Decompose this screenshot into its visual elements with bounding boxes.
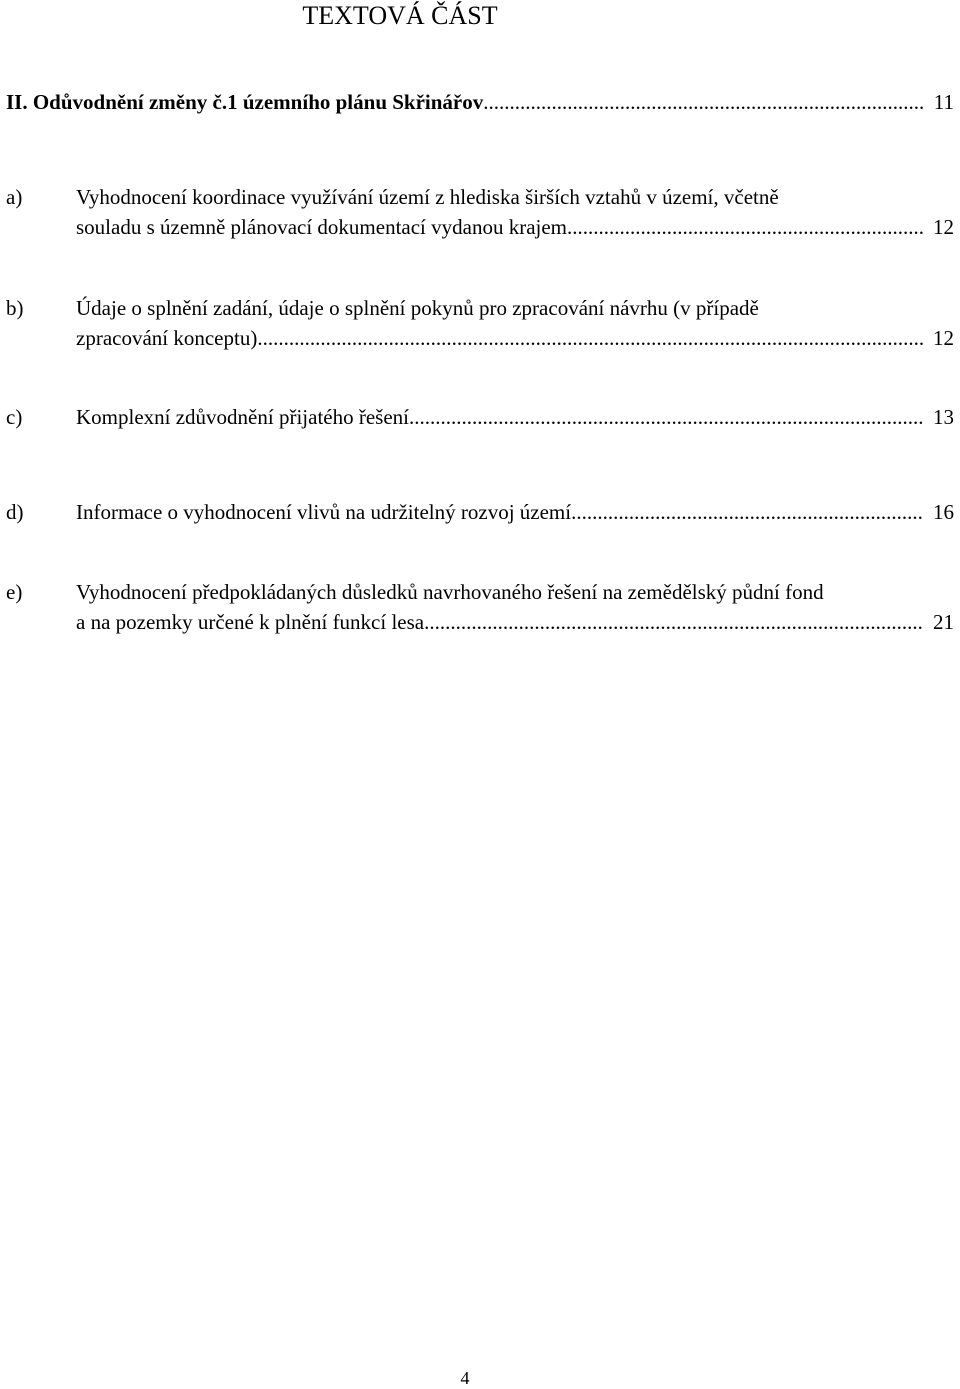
toc-item-letter: a) xyxy=(6,185,23,209)
toc-item-text-line1: Údaje o splnění zadání, údaje o splnění pokynů pro zpracování návrhu (v případě xyxy=(76,296,759,320)
toc-item-page: 16 xyxy=(933,500,954,524)
toc-item-letter: e) xyxy=(6,580,23,604)
toc-item-letter: c) xyxy=(6,405,23,429)
toc-item-page: 21 xyxy=(933,610,954,634)
toc-item-page: 13 xyxy=(933,405,954,429)
page-number: 4 xyxy=(460,1368,470,1388)
toc-item-e[interactable] xyxy=(6,578,954,636)
toc-section-entry[interactable] xyxy=(6,88,954,116)
toc-leader-dots xyxy=(483,88,924,116)
toc-item-text-line2: souladu s územně plánovací dokumentací vydanou krajem xyxy=(76,215,568,239)
toc-item-b[interactable] xyxy=(6,294,954,352)
toc-item-letter: d) xyxy=(6,500,24,524)
toc-item-text-line2: a na pozemky určené k plnění funkcí lesa xyxy=(76,610,425,634)
toc-item-text-line1: Vyhodnocení koordinace využívání území z hlediska širších vztahů v území, včetně xyxy=(76,185,779,209)
toc-leader-dots xyxy=(571,498,923,526)
toc-item-text-line1: Vyhodnocení předpokládaných důsledků navrhovaného řešení na zemědělský půdní fond xyxy=(76,580,824,604)
page-title xyxy=(0,0,800,36)
toc-item-page: 12 xyxy=(933,215,954,239)
toc-item-page: 12 xyxy=(933,326,954,350)
toc-section-page: 11 xyxy=(933,90,954,114)
toc-item-d[interactable] xyxy=(6,498,954,526)
page-title-text: TEXTOVÁ ČÁST xyxy=(302,1,498,30)
toc-item-c[interactable] xyxy=(6,403,954,431)
toc-item-a[interactable] xyxy=(6,183,954,241)
toc-leader-dots xyxy=(257,324,923,352)
toc-leader-dots xyxy=(409,403,923,431)
toc-item-letter: b) xyxy=(6,296,24,320)
toc-item-text-line2: zpracování konceptu) xyxy=(76,326,258,350)
toc-section-label: II. Odůvodnění změny č.1 územního plánu Skřinářov xyxy=(6,90,484,114)
toc-item-text-line2: Informace o vyhodnocení vlivů na udržitelný rozvoj území xyxy=(76,500,572,524)
toc-leader-dots xyxy=(424,608,923,636)
toc-item-text-line2: Komplexní zdůvodnění přijatého řešení xyxy=(76,405,409,429)
toc-leader-dots xyxy=(567,213,923,241)
